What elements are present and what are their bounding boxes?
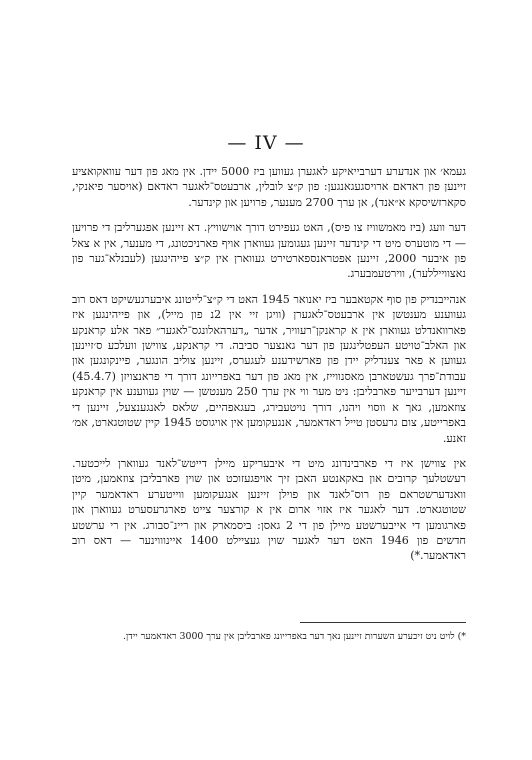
footnote: *) לויט ניט זיכערע השערות זיינען נאך דער באפרייונג פארבליבן אין ערך 3000 ראדאמער יידן. (122, 631, 466, 642)
paragraph-3: אנהייבנדיק פון סוף אקטאבער ביז יאנואר 1945 האט די ק״צ־לייטונג איבערגעשיקט דאס רוב געווענע מענטשן אין ארבעטס־לאגערן (וויגן זיי אין 2נ פון מייל), און פייהינגען איז פארוואנדלט געווארן אין א קראנקן־רעוויר, אדער „דערהאלונגס־לאגער״ פאר אלע קראנקע און האלב־טויטע העפטלינגען פון דער גאנצער סביבה. די קראנקע, צווישן וועלכע ס׳זיינען געווען א פאר צענדליק יידן פון פארשידענע לעגערס, זיינען צוליב הונגער, פיינקונגען און עבודת־פרך געשטארבן מאסנווייז, אין מאג פון דער באפרייונג דורך די פראנצויזן (45.4.7) זיינען דערבייער פארבליבן: ניט מער ווי אין ערך 250 מענטשן — שוין געווענע אין קראנקע צוזאמען, גאך א ווסוי ויהנו, דורך נויטעבירג, בעגאפהיים, שלאס לאנגענצעל, זיינען די באפרייטע, צום גרעסטן טייל ראדאמער, אנגעקומען אין אויגוסט 1945 קיין שטוטגארט, אמ׳ זאנע. (72, 292, 467, 445)
paragraph-1: געמא׳ און אנדערע דערבייאיקע לאגערן געווען ביז 5000 יידן. אין מאג פון דער עוואקואציע זיינען פון ראדאם ארויסגעגאנגען: פון ק״צ לובלין, ארבעטס־לאגער ראדאם (אויסער פיאנקי, סקארזשיסקא א״אנד), אן ערך 2700 מענער, פרויען און קינדער. (72, 165, 466, 209)
main-text (72, 164, 466, 574)
page-number: — IV — (227, 132, 305, 154)
paragraph-2: דער וועג (ביז מאמשוויז צו פיס), האט געפירט דורך אוישוויץ. דא זיינען אפגערליבן די פרויען — די מוטערס מיט די קינדער זיינען געגומען געווארן אויף פארניכטונג, די מענער, אין א צאל פון איבער 2000, זיינען אפטראנספארטירט געווארן אין ק״צ פייהינגען (לעבנלא־גער פון נאצווייללער), ווירטעמבערג. (72, 221, 467, 281)
footnote-divider (300, 622, 466, 623)
paragraph-4: אין צווישן איז די פארבינדונג מיט די איבעריקע מיילן דייטש־לאנד געווארן לייכטער. רעשטלעך קרובים און באקאנטע האבן זיך אויפגעזוכט און שוין פארבליבן צוזאמען, מיטן וואנדערשטראם פון רוס־לאנד און פוילן זיינען אנגעקומען ווייטערע ראדאמער קיין שטוטגארט. דער לאגער איז אזוי ארום אין א קורצער צייט פארגרעסערט געווארן און פארגומען די אייבערשטע מיילן פון די 2 גאסן: ביסמארק און ריינ־סבורג. אין רי ערשטע חדשים פון 1946 האט דער לאגער שוין געציילט 1400 איינוווינער — דאס רוב ראדאמער.*) (72, 456, 466, 563)
